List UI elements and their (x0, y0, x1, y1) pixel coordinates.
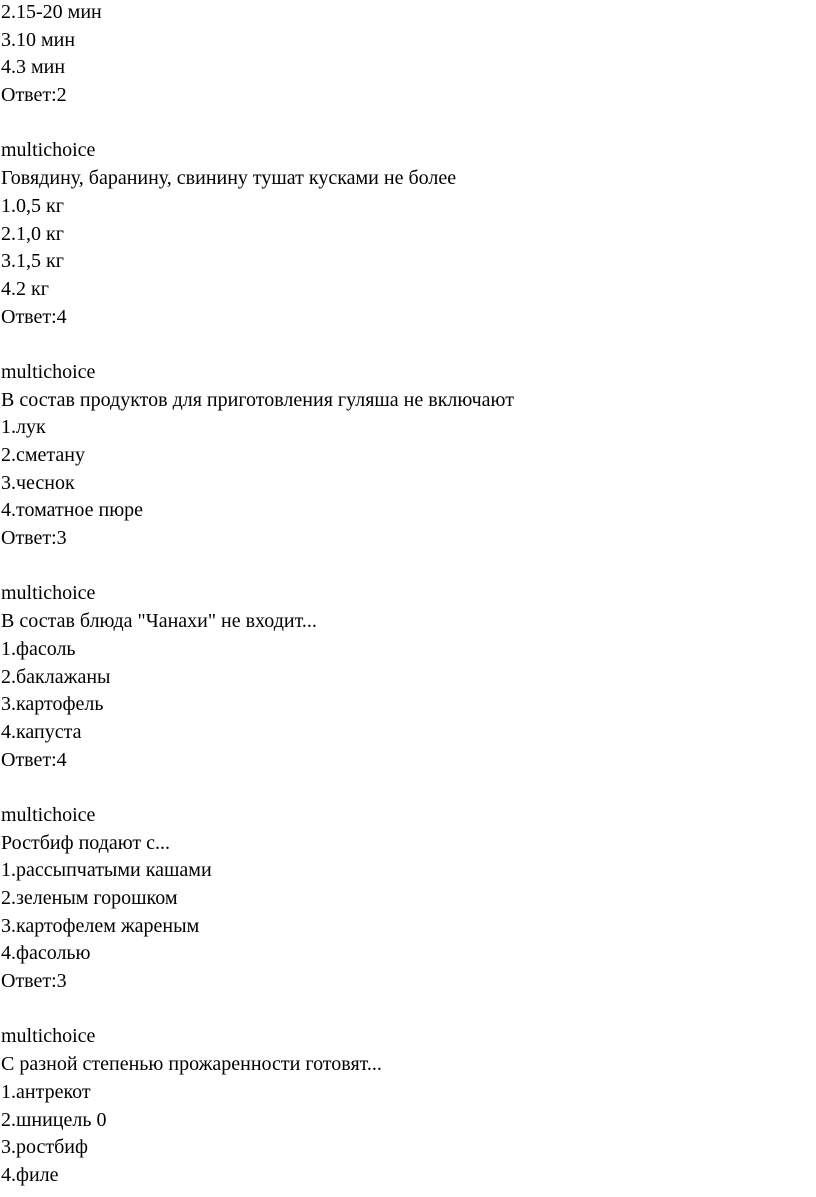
question-block (1, 802, 811, 996)
answer-option: 3.картофелем жареным (1, 914, 200, 937)
answer-option: 1.0,5 кг (1, 194, 64, 217)
answer-option: 2.зеленым горошком (1, 887, 178, 909)
answer-option: 2.баклажаны (1, 665, 111, 688)
answer-option: 2.1,0 кг (1, 222, 64, 245)
question-text: Говядину, баранину, свинину тушат кусками не более (1, 167, 457, 190)
question-text: В состав продуктов для приготовления гуляша не включают (1, 388, 514, 411)
answer-option: 2.шницель 0 (1, 1108, 107, 1131)
question-block (1, 580, 811, 774)
answer-option: 1.рассыпчатыми кашами (1, 859, 212, 882)
answer-option: 3.10 мин (1, 28, 76, 51)
spacer (1, 331, 811, 359)
answer-option: 2.15-20 мин (1, 1, 102, 23)
answer-option: 3.картофель (1, 693, 104, 716)
answer-option: 2.сметану (1, 444, 85, 466)
answer-option: 3.ростбиф (1, 1136, 88, 1159)
correct-answer: Ответ:2 (1, 84, 67, 107)
answer-option: 3.чеснок (1, 471, 75, 494)
spacer (1, 110, 811, 138)
leading-fragment (1, 0, 811, 110)
question-type: multichoice (1, 803, 96, 826)
answer-option: 1.антрекот (1, 1080, 91, 1103)
correct-answer: Ответ:3 (1, 970, 67, 993)
spacer (1, 553, 811, 581)
question-type: multichoice (1, 360, 96, 383)
question-text: Ростбиф подают с... (1, 831, 171, 854)
correct-answer: Ответ:4 (1, 305, 67, 328)
answer-option: 4.томатное пюре (1, 499, 144, 522)
question-text: В состав блюда "Чанахи" не входит... (1, 610, 317, 633)
answer-option: 1.лук (1, 416, 46, 439)
question-type: multichoice (1, 582, 96, 605)
correct-answer: Ответ:4 (1, 748, 67, 771)
correct-answer: Ответ:3 (1, 527, 67, 550)
question-type: multichoice (1, 1025, 96, 1048)
answer-option: 4.фасолью (1, 942, 91, 965)
document-page (1, 0, 811, 1190)
question-text: С разной степенью прожаренности готовят... (1, 1053, 382, 1076)
answer-option: 4.капуста (1, 720, 82, 743)
answer-option: 4.2 кг (1, 277, 49, 300)
question-block (1, 137, 811, 331)
question-block (1, 1023, 811, 1189)
question-block (1, 359, 811, 553)
spacer (1, 774, 811, 802)
answer-option: 3.1,5 кг (1, 250, 64, 273)
question-type: multichoice (1, 139, 96, 162)
answer-option: 1.фасоль (1, 637, 76, 660)
spacer (1, 996, 811, 1024)
answer-option: 4.3 мин (1, 56, 66, 79)
answer-option: 4.филе (1, 1163, 59, 1186)
